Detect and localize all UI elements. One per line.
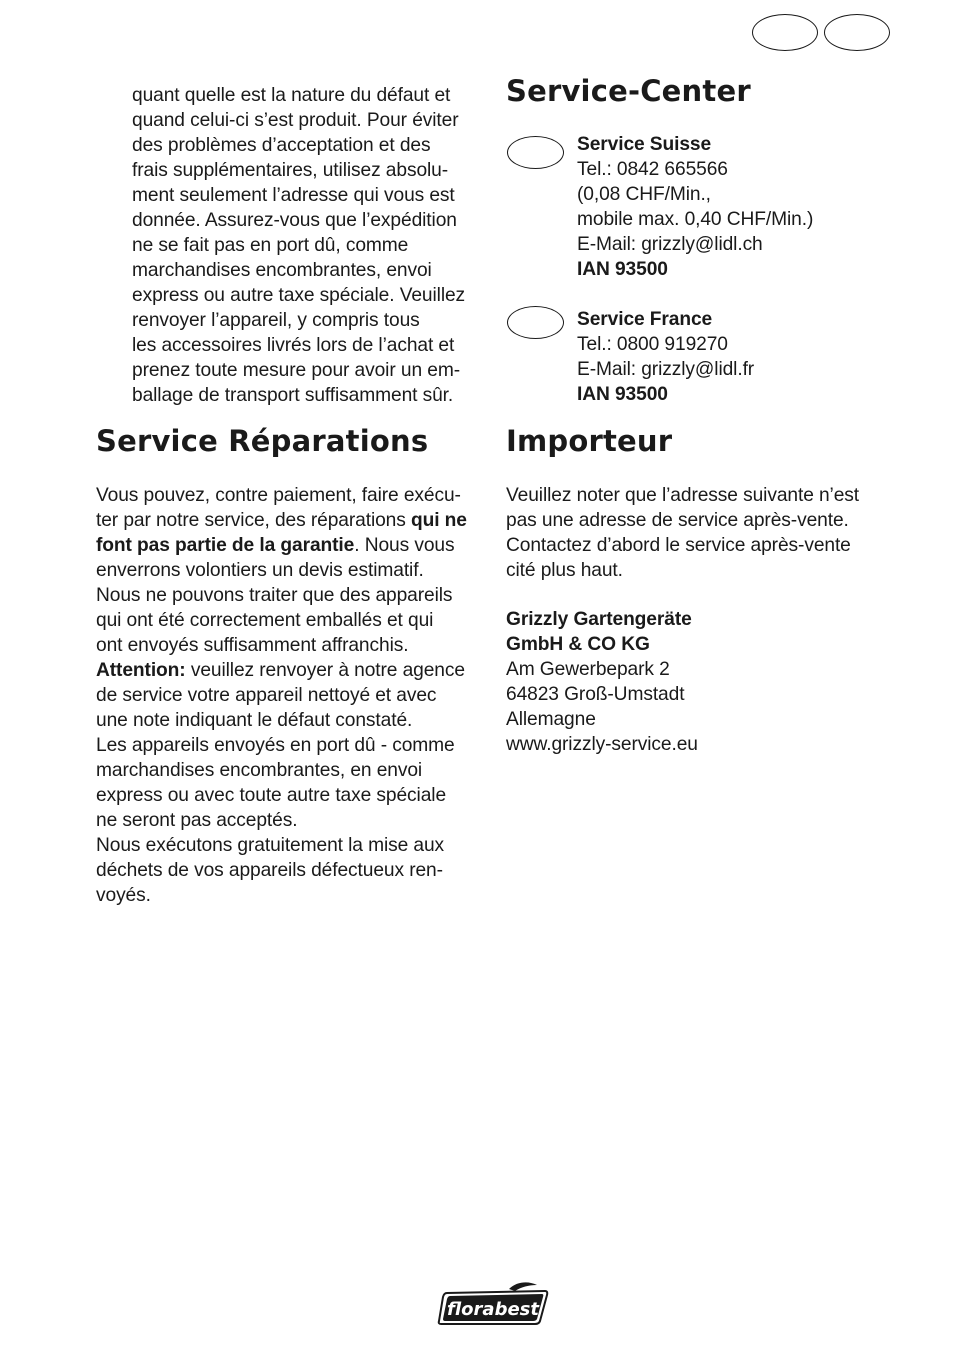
- text-line: les accessoires livrés lors de l’achat et: [132, 335, 455, 356]
- service-france-title: Service France: [577, 309, 713, 330]
- text-line: quand celui-ci s’est produit. Pour éviter: [132, 110, 459, 131]
- text-line: frais supplémentaires, utilisez absolu-: [132, 160, 449, 181]
- left-column: [0, 0, 490, 960]
- country-flag-oval-ch: [507, 136, 564, 169]
- text-line: font pas partie de la garantie. Nous vous: [96, 535, 455, 556]
- text-line: pas une adresse de service après-vente.: [506, 510, 849, 531]
- text-line: renvoyer l’appareil, y compris tous: [132, 310, 420, 331]
- service-suisse-ian: IAN 93500: [577, 259, 668, 280]
- service-france-tel: Tel.: 0800 919270: [577, 334, 728, 355]
- text-line: déchets de vos appareils défectueux ren-: [96, 860, 443, 881]
- service-website: www.grizzly-service.eu: [506, 734, 698, 755]
- text-line: Attention: veuillez renvoyer à notre agence: [96, 660, 465, 681]
- leaf-icon: [509, 1282, 537, 1291]
- language-tab-2: [824, 14, 890, 51]
- text-line: ont envoyés suffisamment affranchis.: [96, 635, 409, 656]
- service-suisse-email: E-Mail: grizzly@lidl.ch: [577, 234, 763, 255]
- company-legal-form: GmbH & CO KG: [506, 634, 650, 655]
- service-center-heading: Service-Center: [506, 74, 751, 108]
- service-france-email: E-Mail: grizzly@lidl.fr: [577, 359, 755, 380]
- logo-graphic: [437, 1281, 549, 1326]
- logo-text: florabest: [447, 1299, 539, 1320]
- florabest-logo: [437, 1281, 549, 1326]
- address-city: 64823 Groß-Umstadt: [506, 684, 685, 705]
- text-line: une note indiquant le défaut constaté.: [96, 710, 413, 731]
- service-suisse-tel: Tel.: 0842 665566: [577, 159, 728, 180]
- text-line: cité plus haut.: [506, 560, 623, 581]
- repair-heading: Service Réparations: [96, 424, 429, 458]
- text-line: ne seront pas acceptés.: [96, 810, 298, 831]
- text-line: express ou autre taxe spéciale. Veuillez: [132, 285, 466, 306]
- text-line: de service votre appareil nettoyé et avec: [96, 685, 437, 706]
- importer-heading: Importeur: [506, 424, 673, 458]
- text-line: Les appareils envoyés en port dû - comme: [96, 735, 455, 756]
- service-france-ian: IAN 93500: [577, 384, 668, 405]
- text-line: prenez toute mesure pour avoir un em-: [132, 360, 460, 381]
- text-line: ter par notre service, des réparations qui ne: [96, 510, 467, 531]
- address-street: Am Gewerbepark 2: [506, 659, 670, 680]
- text-line: des problèmes d’acceptation et des: [132, 135, 431, 156]
- company-name: Grizzly Gartengeräte: [506, 609, 692, 630]
- text-line: express ou avec toute autre taxe spéciale: [96, 785, 447, 806]
- text-line: enverrons volontiers un devis estimatif.: [96, 560, 424, 581]
- text-line: Vous pouvez, contre paiement, faire exécu-: [96, 485, 461, 506]
- language-tab-1: [752, 14, 818, 51]
- text-line: voyés.: [96, 885, 151, 906]
- text-line: Nous ne pouvons traiter que des appareils: [96, 585, 453, 606]
- text-line: Nous exécutons gratuitement la mise aux: [96, 835, 445, 856]
- address-country: Allemagne: [506, 709, 596, 730]
- text-line: marchandises encombrantes, envoi: [132, 260, 432, 281]
- text-line: ballage de transport suffisamment sûr.: [132, 385, 454, 406]
- text-line: quant quelle est la nature du défaut et: [132, 85, 451, 106]
- service-suisse-rate-mobile: mobile max. 0,40 CHF/Min.): [577, 209, 814, 230]
- text-line: marchandises encombrantes, en envoi: [96, 760, 423, 781]
- service-suisse-title: Service Suisse: [577, 134, 712, 155]
- text-line: ment seulement l’adresse qui vous est: [132, 185, 455, 206]
- text-line: donnée. Assurez-vous que l’expédition: [132, 210, 457, 231]
- text-line: qui ont été correctement emballés et qui: [96, 610, 434, 631]
- country-flag-oval-fr: [507, 306, 564, 339]
- text-line: Veuillez noter que l’adresse suivante n’est: [506, 485, 860, 506]
- text-line: ne se fait pas en port dû, comme: [132, 235, 409, 256]
- service-suisse-rate: (0,08 CHF/Min.,: [577, 184, 711, 205]
- text-line: Contactez d’abord le service après-vente: [506, 535, 851, 556]
